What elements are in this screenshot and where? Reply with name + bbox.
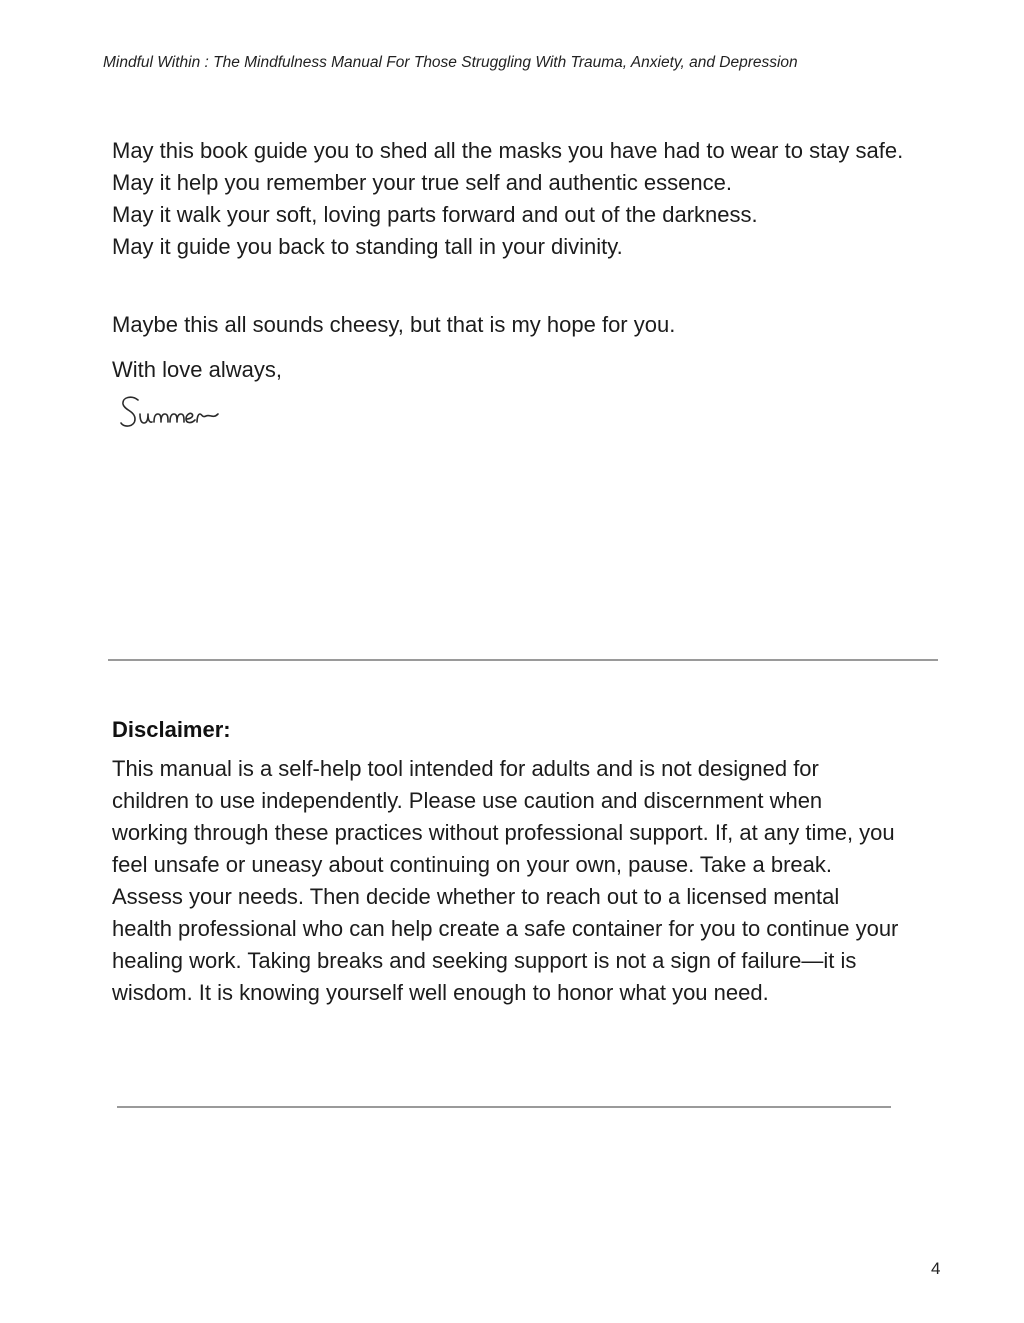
section-divider	[117, 1106, 891, 1108]
blessing-line: May it help you remember your true self and authentic essence.	[112, 170, 732, 195]
disclaimer-body: This manual is a self-help tool intended for adults and is not designed for children to use independently. Please use caution and discernment when working through these practices without professional support. If, at any time, you feel unsafe or uneasy about continuing on your own, pause. Take a break. Assess your needs. Then decide whether to reach out to a licensed mental health professional who can help create a safe container for you to continue your healing work. Taking breaks and seeking support is not a sign of failure—it is wisdom. It is knowing yourself well enough to honor what you need.	[112, 756, 899, 1005]
closing-line: With love always,	[112, 357, 282, 382]
blessing-line: May it guide you back to standing tall in your divinity.	[112, 234, 623, 259]
section-divider	[108, 659, 938, 661]
blessing-line: May this book guide you to shed all the masks you have had to wear to stay safe.	[112, 138, 904, 163]
blessing-paragraph	[112, 135, 912, 263]
hope-paragraph: Maybe this all sounds cheesy, but that is my hope for you.	[112, 312, 676, 337]
blessing-line: May it walk your soft, loving parts forward and out of the darkness.	[112, 202, 758, 227]
page-number: 4	[931, 1259, 941, 1278]
disclaimer-heading: Disclaimer:	[112, 717, 231, 742]
signature-summer	[118, 392, 228, 432]
running-header: Mindful Within : The Mindfulness Manual For Those Struggling With Trauma, Anxiety, and Depression	[103, 54, 798, 71]
